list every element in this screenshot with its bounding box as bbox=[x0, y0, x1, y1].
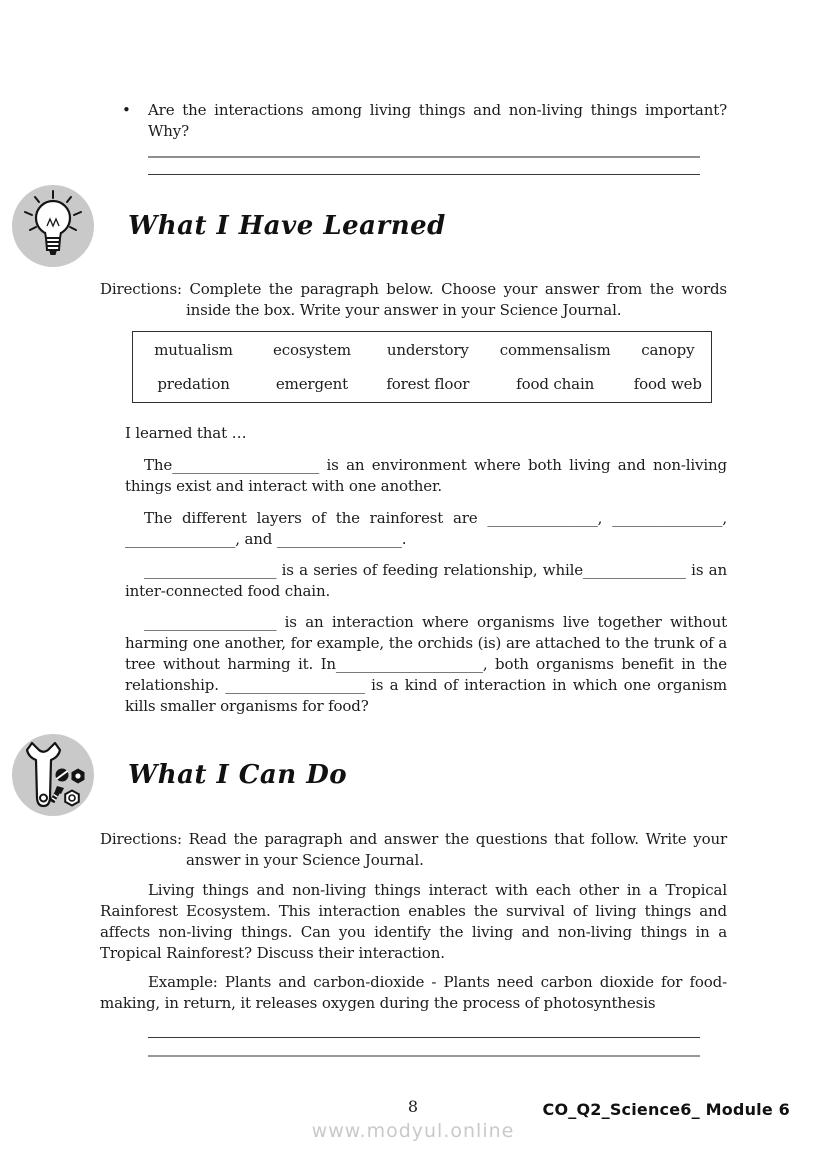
directions-text: Complete the paragraph below. Choose your answer from the words inside the box. Write your answer in your Science Journal. bbox=[186, 280, 727, 319]
directions-label: Directions: bbox=[100, 830, 182, 848]
answer-lines-bottom bbox=[0, 1037, 826, 1057]
wrench-icon bbox=[12, 734, 94, 816]
word-option: ecosystem bbox=[272, 341, 351, 359]
lightbulb-icon-circle bbox=[12, 185, 94, 267]
intro-line: I learned that … bbox=[125, 424, 247, 442]
word-option: canopy bbox=[641, 341, 695, 359]
section-header-what-i-can-do bbox=[12, 734, 826, 816]
word-option: commensalism bbox=[499, 341, 611, 359]
example-paragraph: Example: Plants and carbon-dioxide - Plants need carbon dioxide for food-making, in return, it releases oxygen during the process of photosynthesis bbox=[100, 973, 727, 1012]
word-option: food web bbox=[633, 375, 702, 393]
section-header-what-i-have-learned bbox=[12, 185, 826, 267]
bullet-question bbox=[122, 100, 727, 142]
word-option: mutualism bbox=[154, 341, 233, 359]
lightbulb-icon bbox=[12, 185, 94, 267]
question-text: Are the interactions among living things and non-living things important? Why? bbox=[148, 101, 727, 140]
fill-blank-paragraph-ecosystem: The____________________ is an environment where both living and non-living things exist and interact with one another. bbox=[125, 456, 727, 495]
word-option: emergent bbox=[275, 375, 349, 393]
word-box-row bbox=[133, 368, 712, 403]
directions-cando bbox=[100, 829, 727, 871]
word-option: predation bbox=[157, 375, 230, 393]
word-box-row bbox=[133, 332, 712, 369]
page-number: 8 bbox=[407, 1097, 419, 1116]
fill-blank-paragraph-foodchain: __________________ is a series of feeding relationship, while______________ is an inter-connected food chain. bbox=[125, 561, 727, 600]
directions-learned bbox=[100, 279, 727, 321]
section-title-what-i-can-do: What I Can Do bbox=[128, 759, 348, 790]
word-option: food chain bbox=[516, 375, 595, 393]
directions-text: Read the paragraph and answer the questions that follow. Write your answer in your Science Journal. bbox=[186, 830, 727, 869]
bullet-marker: • bbox=[122, 101, 131, 119]
watermark: www.modyul.online bbox=[311, 1120, 515, 1142]
answer-line bbox=[148, 1037, 700, 1055]
answer-line bbox=[148, 174, 700, 175]
fill-blank-paragraph-interactions: __________________ is an interaction where organisms live together without harming one another, for example, the orchids (is) are attached to the trunk of a tree without harming it. In____________________, both organisms benefit in the relationship. ___________________ is a kind of interaction in which one organism kills smaller organisms for food? bbox=[125, 613, 727, 715]
wrench-icon-circle bbox=[12, 734, 94, 816]
answer-line bbox=[148, 156, 700, 174]
section-title-what-i-have-learned: What I Have Learned bbox=[128, 210, 446, 241]
directions-label: Directions: bbox=[100, 280, 182, 298]
answer-lines-top bbox=[0, 156, 826, 175]
word-option: understory bbox=[386, 341, 469, 359]
fill-blank-paragraph-layers: The different layers of the rainforest are _______________, _______________, _______________, and _________________. bbox=[125, 509, 727, 548]
module-code: CO_Q2_Science6_ Module 6 bbox=[542, 1100, 790, 1119]
reading-paragraph: Living things and non-living things interact with each other in a Tropical Rainforest Ecosystem. This interaction enables the survival of living things and affects non-living things. Can you identify the living and non-living things in a Tropical Rainforest? Discuss their interaction. bbox=[100, 881, 727, 962]
answer-line bbox=[148, 1055, 700, 1057]
word-choice-box bbox=[132, 331, 712, 403]
word-option: forest floor bbox=[386, 375, 470, 393]
